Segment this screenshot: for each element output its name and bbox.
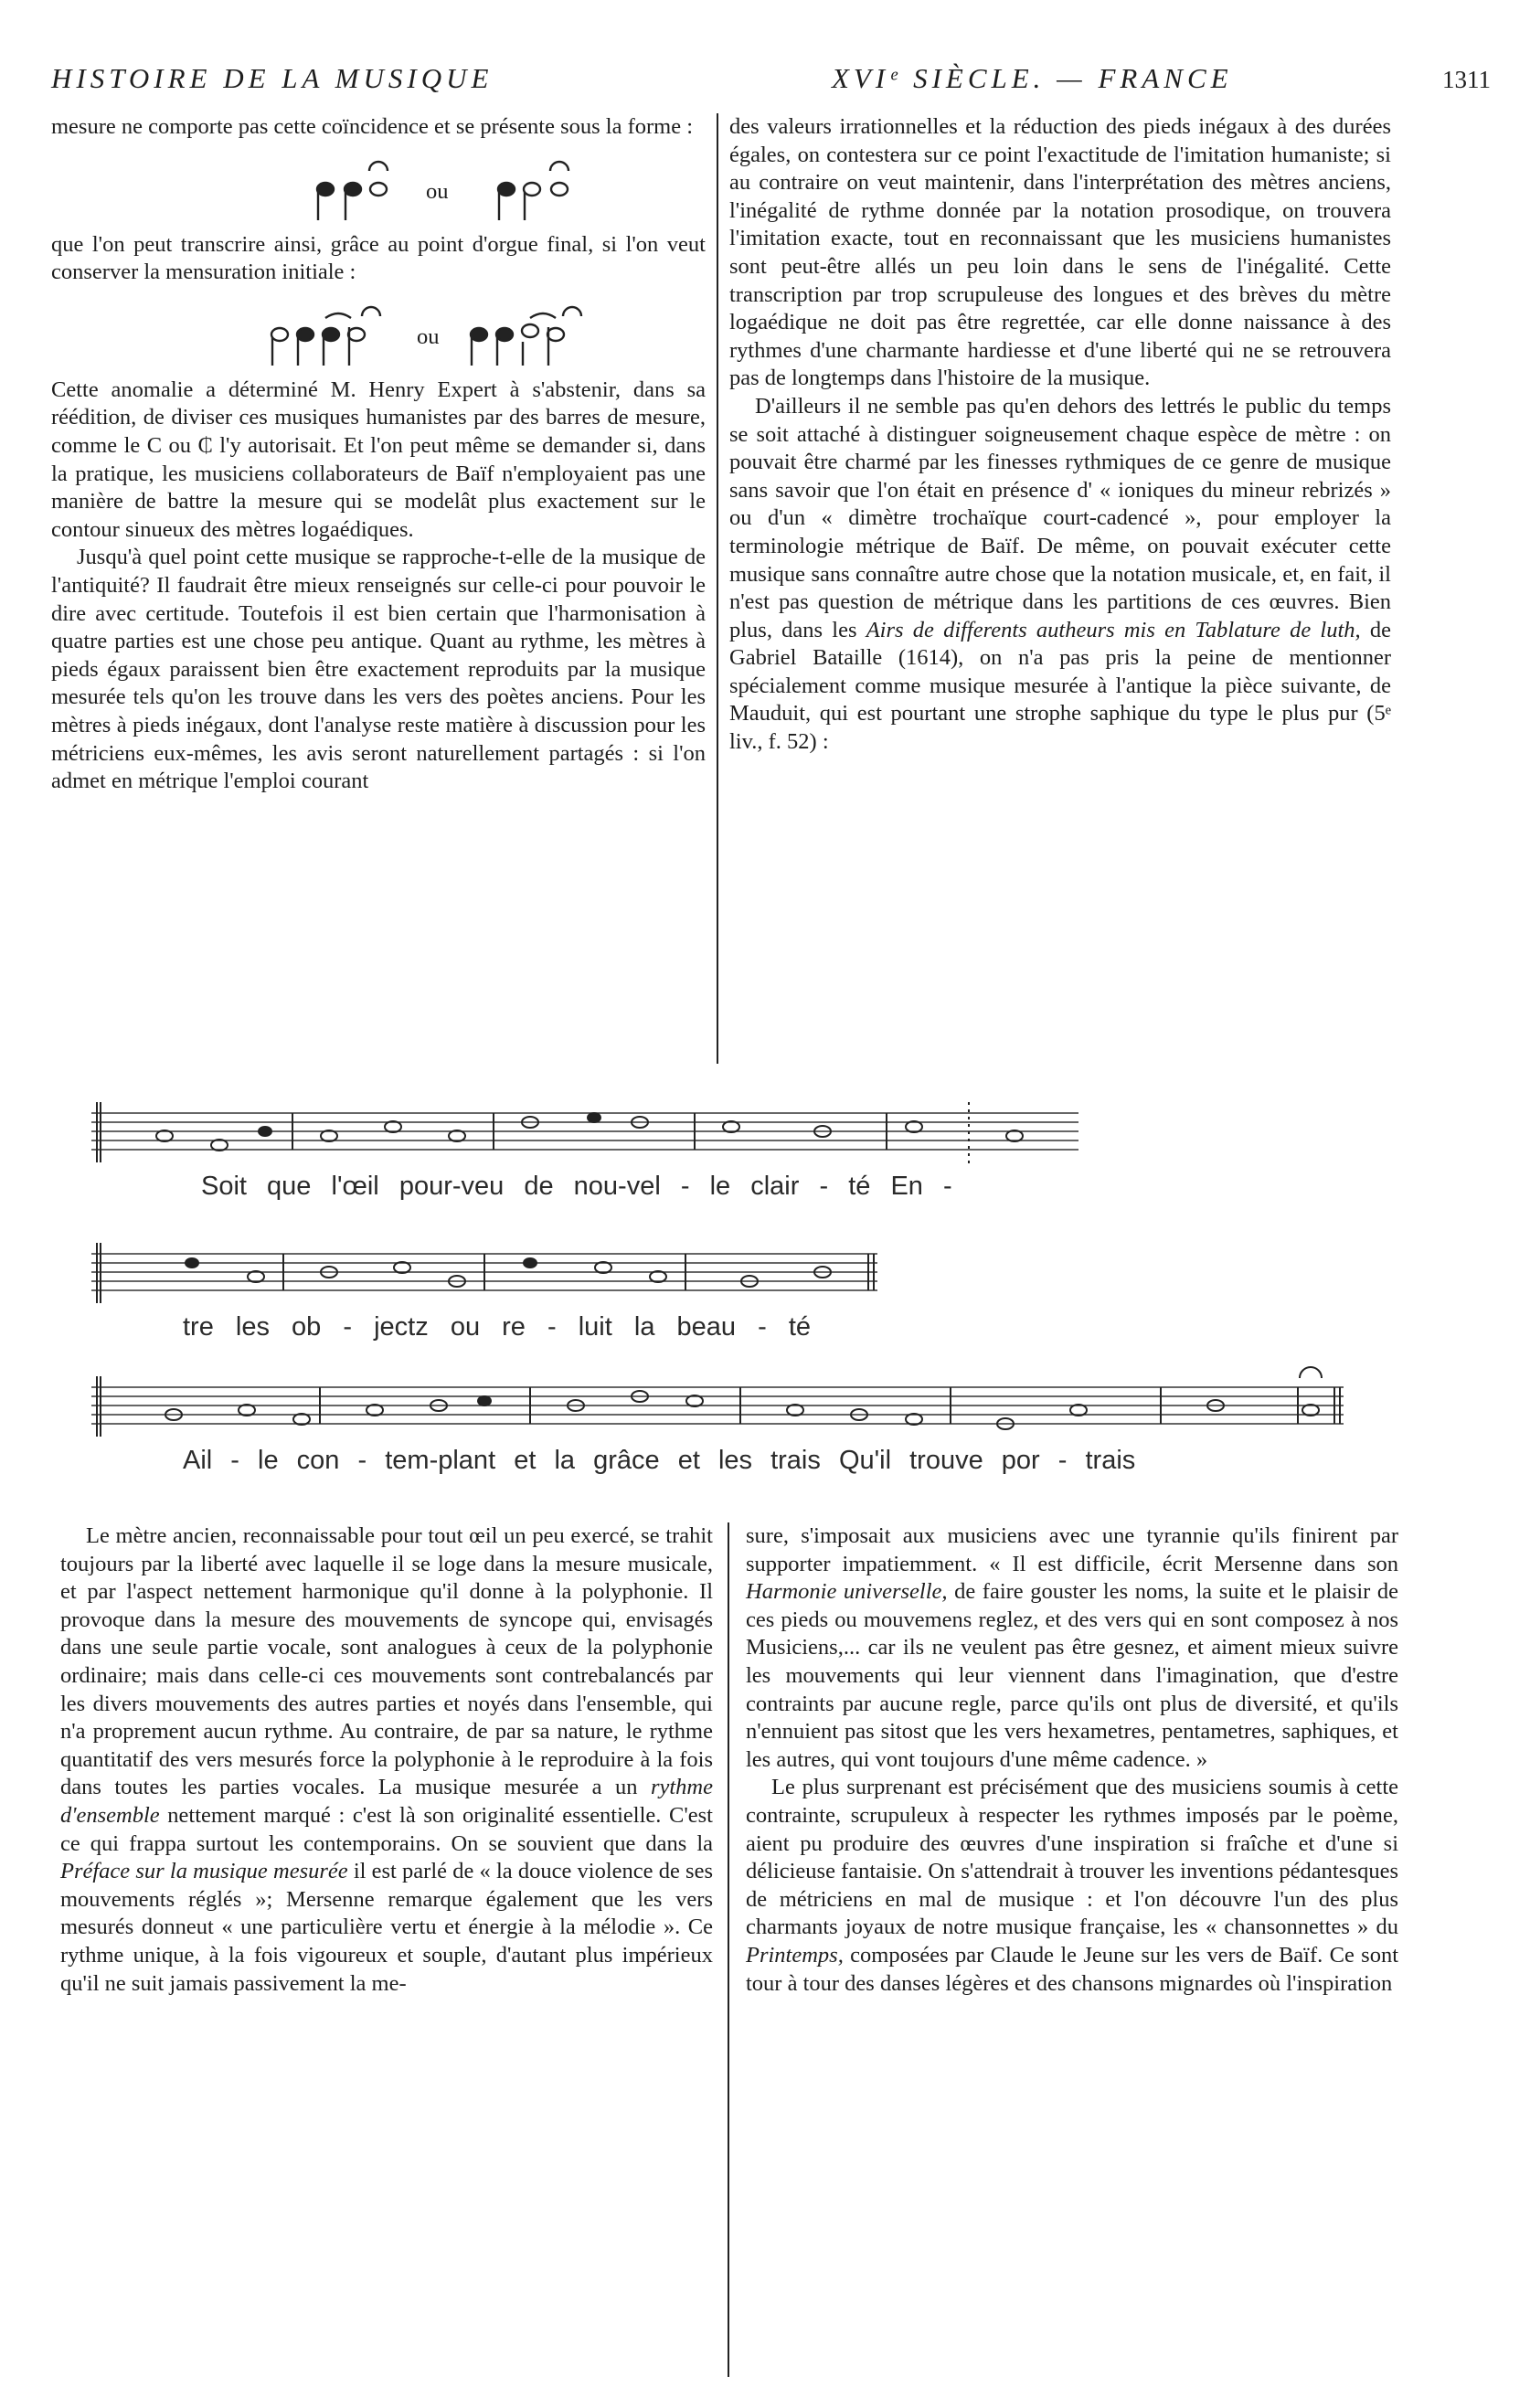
- lyric-syllable: tem-plant: [385, 1446, 496, 1475]
- text-run: D'ailleurs il ne semble pas qu'en dehors des lettrés le public du temps se soit attaché à distinguer soigneusement chaque espèce de mètre : on pouvait être charmé par les finesses rythmiques de ce genre de musique sans savoir que l'on était en présence d' « ioniques du mineur rebrizés » ou d'un « dimètre trochaïque court-cadencé », pour employer la terminologie métrique de Baïf. De même, on pouvait exécuter cette musique sans connaître autre chose que la notation musicale, et, en fait, il n'est pas question de métrique dans les partitions de ces œuvres. Bien plus, dans les: [729, 393, 1391, 642]
- or-label: ou: [426, 178, 449, 204]
- lyric-syllable: -: [547, 1312, 557, 1342]
- lyric-syllable: et: [514, 1446, 537, 1475]
- right-column-bottom: [746, 1522, 1398, 1998]
- lyric-syllable: trouve: [909, 1446, 983, 1475]
- lyric-syllable: En: [890, 1172, 923, 1201]
- paragraph: [60, 1522, 713, 1998]
- lyric-syllable: re: [502, 1312, 526, 1342]
- text-run: il est parlé de « la douce violence de ses mouvements réglés »; Mersenne remarque également que les vers mesurés donneut « une particulière vertu et énergie à la mélodie ». Ce rythme unique, à la fois vigoureux et souple, d'autant plus impérieux qu'il ne suit jamais passivement la me-: [60, 1859, 713, 1996]
- column-rule-top: [717, 113, 718, 1064]
- text-run: Le mètre ancien, reconnaissable pour tout œil un peu exercé, se trahit toujours par la liberté avec laquelle il se loge dans la mesure musicale, et par l'aspect nettement harmonique qu'il donne à la polyphonie. Il provoque dans la mesure des mouvements de syncope qui, envisagés dans une seule partie vocale, sont analogues à ceux de la polyphonie ordinaire; mais dans celle-ci ces mouvements sont contrebalancés par les divers mouvements des autres parties et noyés dans l'ensemble, qui n'a proprement aucun rythme. Au contraire, de par sa nature, le rythme quantitatif des vers mesurés force la polyphonie à le reproduire à la fois dans toutes les parties vocales. La musique mesurée a un: [60, 1523, 713, 1800]
- text-run: nettement marqué : c'est là son originalité essentielle. C'est ce qui frappa surtout les contemporains. On se souvient que dans la: [60, 1802, 713, 1856]
- work-title: Airs de differents autheurs mis en Tablature de luth,: [866, 617, 1361, 642]
- work-title: Préface sur la musique mesurée: [60, 1859, 348, 1884]
- lyric-syllable: -: [943, 1172, 952, 1201]
- lyric-syllable: -: [343, 1312, 353, 1342]
- note-figure-1: [51, 142, 706, 231]
- work-title: Printemps,: [746, 1942, 844, 1968]
- paragraph: [729, 393, 1391, 757]
- paragraph: [746, 1522, 1398, 1774]
- text-run: sure, s'imposait aux musiciens avec une tyrannie qu'ils finirent par supporter impatiemment. « Il est difficile, écrit Mersenne dans son: [746, 1523, 1398, 1576]
- paragraph: Jusqu'à quel point cette musique se rapproche-t-elle de la musique de l'antiquité? Il faudrait être mieux renseignés sur celle-ci pour pouvoir le dire avec certitude. Toutefois il est bien certain que l'harmonisation à quatre parties est une chose peu antique. Quant au rythme, les mètres à pieds égaux paraissent bien être exactement reproduits par la musique mesurée tels qu'on les trouve dans les vers des poètes anciens. Pour les mètres à pieds inégaux, dont l'analyse reste matière à discussion pour les métriciens eux-mêmes, les avis seront naturellement partagés : si l'on admet en métrique l'emploi courant: [51, 545, 706, 794]
- lyric-syllable: con: [296, 1446, 340, 1475]
- lyric-syllable: -: [230, 1446, 239, 1475]
- lyric-syllable: le: [709, 1172, 731, 1201]
- notation-example-2: [51, 287, 706, 377]
- lyric-syllable: té: [848, 1172, 871, 1201]
- lyric-syllable: grâce: [593, 1446, 660, 1475]
- lyric-syllable: l'œil: [331, 1172, 379, 1201]
- lyric-syllable: jectz: [374, 1312, 429, 1342]
- text-run: de Gabriel Bataille (1614), on n'a pas pris la peine de mentionner spécialement comme musique mesurée à l'antique la pièce suivante, de Mauduit, qui est pourtant une strophe saphique du type le plus pur (5ᵉ liv., f. 52) :: [729, 617, 1391, 755]
- text-run: composées par Claude le Jeune sur les vers de Baïf. Ce sont tour à tour des danses légères et des chansons mignardes où l'inspiration: [746, 1942, 1398, 1996]
- lyric-syllable: Soit: [201, 1172, 247, 1201]
- lyric-syllable: que: [267, 1172, 312, 1201]
- text-run: Le plus surprenant est précisément que des musiciens soumis à cette contrainte, scrupuleux à respecter les rythmes imposés par le poème, aient pu produire des œuvres d'une inspiration si fraîche et d'une si délicieuse fantaisie. On s'attendrait à trouver les inventions pédantesques de métriciens en mal de musique : et l'on découvre l'un des plus charmants joyaux de notre musique française, les « chansonnettes » du: [746, 1775, 1399, 1940]
- note-figure-2: [51, 287, 706, 377]
- or-label: ou: [417, 324, 440, 349]
- lyric-syllable: ob: [292, 1312, 322, 1342]
- notation-example-1: [51, 142, 706, 231]
- lyric-syllable: et: [677, 1446, 700, 1475]
- italic-term: rythme d'ensemble: [60, 1775, 713, 1828]
- lyric-syllable: la: [554, 1446, 576, 1475]
- lyric-syllable: la: [633, 1312, 655, 1342]
- lyric-syllable: -: [1057, 1446, 1068, 1475]
- lyric-syllable: -: [357, 1446, 367, 1475]
- music-staves: [91, 1093, 1444, 1504]
- page-number: 1311: [1442, 66, 1491, 93]
- lyrics-line-3: [183, 1446, 1135, 1476]
- paragraph: Cette anomalie a déterminé M. Henry Expert à s'abstenir, dans sa réédition, de diviser ces musiques humanistes par des barres de mesure, comme le C ou ₵ l'y autorisait. Et l'on peut même se demander si, dans la pratique, les musiciens collaborateurs de Baïf n'employaient pas une manière de battre la mesure qui se modelât plus exactement sur le contour sinueux des mètres logaédiques.: [51, 377, 706, 542]
- music-example: [91, 1093, 1444, 1504]
- lyric-syllable: por: [1001, 1446, 1040, 1475]
- lyric-syllable: de: [524, 1172, 554, 1201]
- lyric-syllable: té: [788, 1312, 812, 1342]
- lyric-syllable: trais: [770, 1446, 821, 1475]
- lyric-syllable: Ail: [183, 1446, 213, 1475]
- lyric-syllable: -: [819, 1172, 829, 1201]
- lyric-syllable: pour-veu: [398, 1172, 505, 1201]
- lyric-syllable: beau: [676, 1312, 737, 1342]
- column-rule-bottom: [728, 1522, 729, 2377]
- lyric-syllable: tre: [183, 1312, 214, 1342]
- text-run: de faire gouster les noms, la suite et le plaisir de ces pieds ou mouvemens reglez, et des vers qui en sont composez à nos Musiciens,... car ils ne veulent pas être gesnez, et aiment mieux suivre les mouvements qui leur viennent dans l'imagination, que d'estre contraints par aucune regle, parce qu'ils ont plus de diversité, et qu'ils n'ennuient pas sitost que les vers hexametres, pentametres, saphiques, et les autres, qui vont toujours d'une même cadence. »: [746, 1579, 1398, 1772]
- left-column-top: [51, 113, 706, 796]
- lyric-syllable: -: [758, 1312, 767, 1342]
- lyric-syllable: les: [235, 1312, 270, 1342]
- paragraph: des valeurs irrationnelles et la réduction des pieds inégaux à des durées égales, on contestera sur ce point l'exactitude de l'imitation humaniste; si au contraire on veut maintenir, dans l'interprétation des mètres anciens, l'inégalité de rythme donnée par la notation prosodique, on trouvera l'imitation exacte, tout en reconnaissant que les musiciens humanistes sont peut-être allés un peu loin dans le sens de l'inégalité. Cette transcription par trop scrupuleuse des longues et des brèves du mètre logaédique ne doit pas être regrettée, car elle donne naissance à des rythmes d'une charmante hardiesse et d'une liberté qui ne se retrouvera pas de longtemps dans l'histoire de la musique.: [729, 114, 1391, 391]
- lyric-syllable: les: [717, 1446, 753, 1475]
- running-head-right: XVIᵉ SIÈCLE. — FRANCE: [832, 62, 1233, 94]
- paragraph: que l'on peut transcrire ainsi, grâce au point d'orgue final, si l'on veut conserver la mensuration initiale :: [51, 231, 706, 285]
- right-column-top: [729, 113, 1391, 757]
- left-column-bottom: [60, 1522, 713, 1998]
- lyric-syllable: clair: [750, 1172, 800, 1201]
- paragraph: [746, 1774, 1398, 1998]
- lyric-syllable: Qu'il: [838, 1446, 892, 1475]
- lyrics-line-2: [183, 1312, 811, 1342]
- lyric-syllable: trais: [1085, 1446, 1136, 1475]
- paragraph: mesure ne comporte pas cette coïncidence et se présente sous la forme :: [51, 114, 694, 139]
- work-title: Harmonie universelle,: [746, 1579, 948, 1605]
- lyrics-line-1: [201, 1172, 952, 1202]
- lyric-syllable: le: [258, 1446, 279, 1475]
- lyric-syllable: luit: [578, 1312, 612, 1342]
- lyric-syllable: nou-vel: [573, 1172, 661, 1201]
- running-head-left: HISTOIRE DE LA MUSIQUE: [51, 62, 494, 94]
- lyric-syllable: ou: [450, 1312, 481, 1342]
- lyric-syllable: -: [680, 1172, 690, 1201]
